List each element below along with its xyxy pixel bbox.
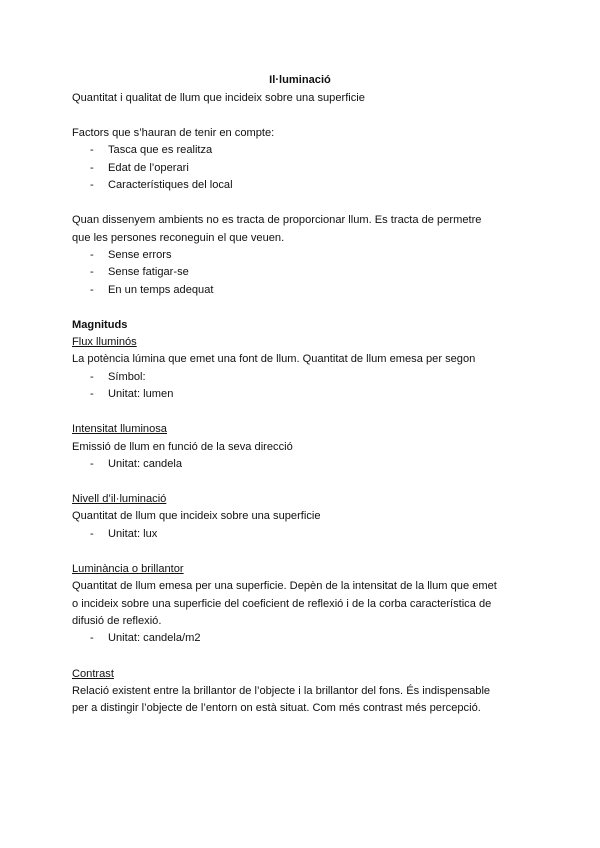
bullet-dash: - [90, 371, 94, 383]
list-item: Unitat: lux [108, 528, 158, 540]
intro-text: Quantitat i qualitat de llum que incideix sobre una superficie [72, 92, 365, 104]
paragraph-line: Relació existent entre la brillantor de l’objecte i la brillantor del fons. És indispensable [72, 685, 491, 697]
paragraph-line: per a distingir l’objecte de l’entorn on està situat. Com més contrast més percepció. [72, 702, 481, 714]
bullet-dash: - [90, 284, 94, 296]
paragraph-line: Quantitat de llum emesa per una superficie. Depèn de la intensitat de la llum que emet [72, 580, 497, 592]
list-item: En un temps adequat [108, 284, 214, 296]
bullet-dash: - [90, 528, 94, 540]
bullet-dash: - [90, 179, 94, 191]
bullet-dash: - [90, 162, 94, 174]
list-item: Característiques del local [108, 179, 233, 191]
subheading: Contrast [72, 668, 114, 680]
bullet-dash: - [90, 266, 94, 278]
bullet-dash: - [90, 144, 94, 156]
bullet-dash: - [90, 458, 94, 470]
description: La potència lúmina que emet una font de llum. Quantitat de llum emesa per segon [72, 353, 476, 365]
description: Quantitat de llum que incideix sobre una superficie [72, 510, 321, 522]
subheading: Flux lluminós [72, 336, 137, 348]
list-item: Unitat: candela [108, 458, 183, 470]
paragraph-line: o incideix sobre una superficie del coeficient de reflexió i de la corba característica de [72, 598, 492, 610]
paragraph-line: que les persones reconeguin el que veuen. [72, 232, 285, 244]
page-title: Il·luminació [269, 74, 331, 86]
list-item: Sense fatigar-se [108, 266, 189, 278]
description: Emissió de llum en funció de la seva direcció [72, 441, 293, 453]
subheading: Intensitat lluminosa [72, 423, 167, 435]
bullet-dash: - [90, 632, 94, 644]
subheading: Luminància o brillantor [72, 563, 184, 575]
list-item: Sense errors [108, 249, 172, 261]
bullet-dash: - [90, 249, 94, 261]
paragraph-line: Quan dissenyem ambients no es tracta de proporcionar llum. Es tracta de permetre [72, 214, 482, 226]
bullet-dash: - [90, 388, 94, 400]
paragraph-line: difusió de reflexió. [72, 615, 162, 627]
list-item: Unitat: lumen [108, 388, 174, 400]
subheading: Nivell d’il·luminació [72, 493, 167, 505]
list-item: Unitat: candela/m2 [108, 632, 201, 644]
list-item: Edat de l’operari [108, 162, 189, 174]
factors-heading: Factors que s’hauran de tenir en compte: [72, 127, 275, 139]
list-item: Símbol: [108, 371, 146, 383]
list-item: Tasca que es realitza [108, 144, 213, 156]
section-heading: Magnituds [72, 319, 128, 331]
